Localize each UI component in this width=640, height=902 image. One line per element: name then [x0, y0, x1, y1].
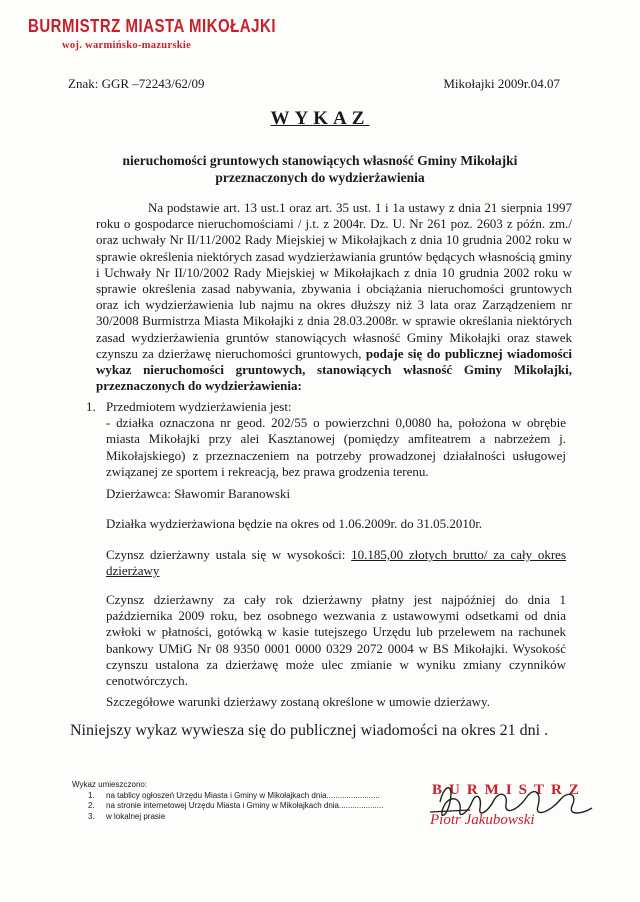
item-payment: Czynsz dzierżawny za cały rok dzierżawny płatny jest najpóźniej do dnia 1 października 2009 roku, bez osobnego wezwania z ustawowymi odsetkami od dnia zwłoki w płatności, gotówką w kasie tutejszego Urzędu lub przelewem na rachunek bankowy UMiG Nr 08 9350 0001 0000 0329 2072 0004 w BS Mikołajki. Wysokość czynszu ustalona za dzierżawę może ulec zmianie w wyniku zmiany czynników cenotwórczych. — [106, 592, 566, 689]
item-description: - działka oznaczona nr geod. 202/55 o powierzchni 0,0080 ha, położona w obrębie miasta Mikołajki przy alei Kasztanowej (pomiędzy amfiteatrem a nabrzeżem j. Mikołajskiego) z przeznaczeniem na potrzeby prowadzonej działalności usługowej związanej ze sportem i rekreacją, bez prawa grodzenia terenu. — [106, 415, 566, 479]
rent-value: 10.185,00 złotych brutto/ za cały okres dzierżawy — [106, 547, 566, 579]
intro-text: Na podstawie art. 13 ust.1 oraz art. 35 ust. 1 i 1a ustawy z dnia 21 sierpnia 1997 roku o gospodarce nieruchomościami / j.t. z 2004r. Dz. U. Nr 261 poz. 2603 z późn. zm./ oraz uchwały Nr II/11/2002 Rady Miejskiej w Mikołajkach z dnia 10 grudnia 2002 roku w sprawie określenia niektórych zasad wydzierżawiania gruntów będących własnością gminy i Uchwały Nr II/10/2002 Rady Miejskiej w Mikołajkach z dnia 10 grudnia 2002 roku w sprawie określenia zasad nabywania, zbywania i obciążania nieruchomości gruntowych oraz ich wydzierżawienia lub najmu na okres dłuższy niż 3 lata oraz Zarządzeniem nr 30/2008 Burmistrza Miasta Mikołajki z dnia 28.03.2008r. w sprawie określania niektórych zasad wydzierżawienia gruntów stanowiących własność Gminy Mikołajki oraz stawek czynszu za dzierżawę nieruchomości gruntowych, — [96, 200, 572, 361]
item-rent — [106, 547, 566, 579]
item-number: 1. — [86, 399, 96, 414]
seal-name: Piotr Jakubowski — [430, 812, 535, 828]
footer-row: 2. na stronie internetowej Urzędu Miasta i Gminy w Mikołajkach dnia.................... — [88, 801, 384, 810]
intro-paragraph — [96, 200, 572, 394]
office-stamp-region: woj. warmińsko-mazurskie — [62, 40, 192, 51]
posting-notice: Niniejszy wykaz wywiesza się do publicznej wiadomości na okres 21 dni . — [70, 722, 549, 739]
footer-row: 3. w lokalnej prasie — [88, 811, 166, 821]
case-reference: Znak: GGR –72243/62/09 — [68, 76, 205, 91]
item-subject: Przedmiotem wydzierżawienia jest: — [106, 399, 292, 414]
item-details: Szczegółowe warunki dzierżawy zostaną określone w umowie dzierżawy. — [106, 694, 490, 709]
footer-row: 1. na tablicy ogłoszeń Urzędu Miasta i Gminy w Mikołajkach dnia........................ — [88, 790, 380, 800]
document-title: WYKAZ — [270, 108, 370, 129]
document-date: Mikołajki 2009r.04.07 — [443, 76, 560, 91]
item-subject-block — [106, 399, 566, 480]
footer-heading: Wykaz umieszczono: — [72, 780, 148, 789]
office-stamp-title: BURMISTRZ MIASTA MIKOŁAJKI — [28, 15, 276, 38]
item-period: Działka wydzierżawiona będzie na okres od 1.06.2009r. do 31.05.2010r. — [106, 516, 483, 531]
intro-bold-text: podaje się do publicznej wiadomości wykaz nieruchomości gruntowych, stanowiących własność Gminy Mikołajki, przeznaczonych do wydzierżawienia: — [96, 345, 572, 394]
document-subtitle: nieruchomości gruntowych stanowiących własność Gminy Mikołajki przeznaczonych do wydzierżawienia — [122, 153, 518, 185]
seal-title: BURMISTRZ — [432, 782, 586, 798]
posting-footer — [72, 780, 383, 822]
item-tenant: Dzierżawca: Sławomir Baranowski — [106, 486, 291, 501]
rent-label: Czynsz dzierżawny ustala się w wysokości: — [106, 547, 346, 562]
signature-icon — [410, 772, 600, 842]
